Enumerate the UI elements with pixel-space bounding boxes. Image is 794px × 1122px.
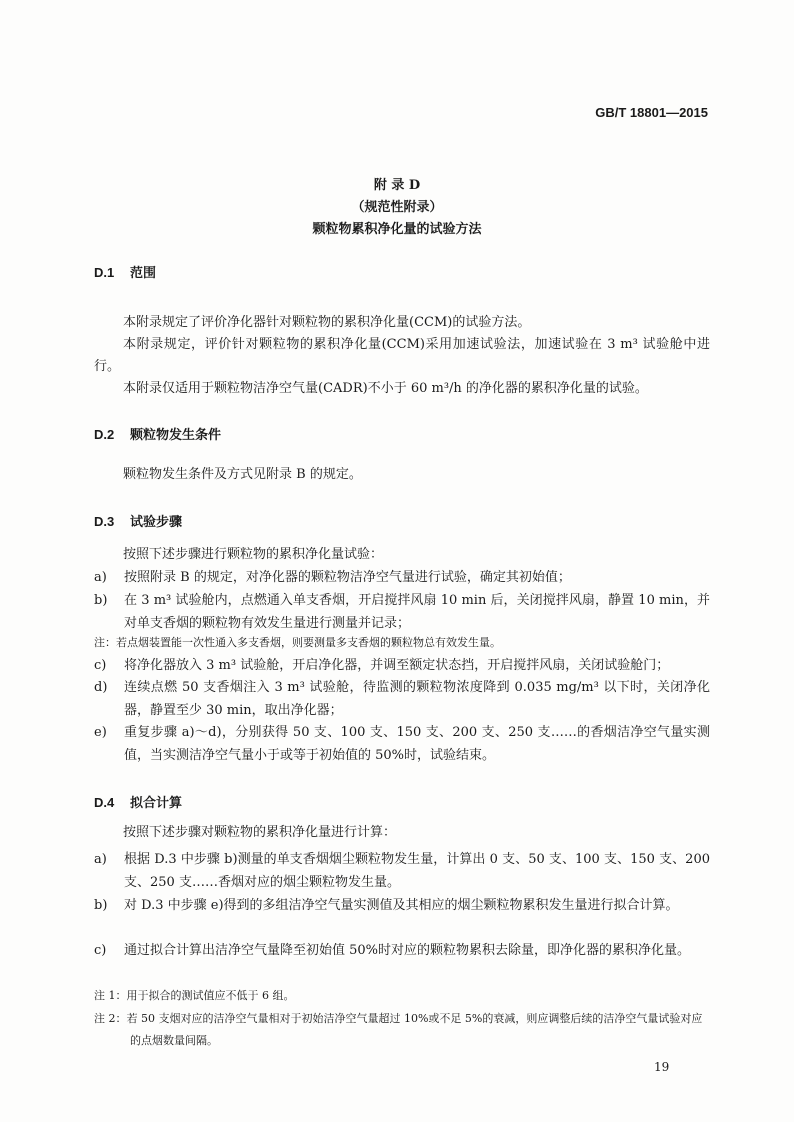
section-heading-d3 bbox=[94, 511, 182, 530]
note: 注：若点烟装置能一次性通入多支香烟，则要测量多支香烟的颗粒物总有效发生量。 bbox=[94, 636, 501, 649]
list-text: 根据 D.3 中步骤 b)测量的单支香烟烟尘颗粒物发生量，计算出 0 支、50 支、100 支、150 支、200 支、250 支……香烟对应的烟尘颗粒物发生量。 bbox=[124, 852, 710, 890]
list-item bbox=[94, 590, 710, 635]
list-item bbox=[94, 940, 710, 963]
list-label: b) bbox=[94, 593, 108, 608]
list-label: e) bbox=[94, 725, 107, 740]
list-text: 将净化器放入 3 m³ 试验舱，开启净化器，并调至额定状态挡，开启搅拌风扇，关闭试验舱门； bbox=[124, 658, 670, 673]
paragraph: 按照下述步骤对颗粒物的累积净化量进行计算： bbox=[123, 825, 397, 840]
note-1: 注 1：用于拟合的测试值应不低于 6 组。 bbox=[94, 989, 295, 1002]
section-title: 试验步骤 bbox=[130, 515, 183, 530]
section-heading-d4 bbox=[94, 792, 182, 811]
note-2: 注 2：若 50 支烟对应的洁净空气量相对于初始洁净空气量超过 10%或不足 5%的衰减，则应调整后续的洁净空气量试验对应的点烟数量间隔。 bbox=[94, 1012, 703, 1047]
section-title: 颗粒物发生条件 bbox=[130, 428, 222, 443]
appendix-type: （规范性附录） bbox=[351, 200, 443, 215]
list-text: 按照附录 B 的规定，对净化器的颗粒物洁净空气量进行试验，确定其初始值； bbox=[124, 570, 571, 585]
section-number: D.3 bbox=[94, 514, 115, 529]
section-title: 范围 bbox=[130, 266, 157, 281]
list-item bbox=[94, 567, 710, 590]
list-label: a) bbox=[94, 570, 107, 585]
list-label: d) bbox=[94, 680, 108, 695]
section-number: D.4 bbox=[94, 795, 115, 810]
list-text: 连续点燃 50 支香烟注入 3 m³ 试验舱，待监测的颗粒物浓度降到 0.035 mg/m³ 以下时，关闭净化器，静置至少 30 min，取出净化器； bbox=[124, 680, 710, 718]
list-item bbox=[94, 677, 710, 722]
page-number: 19 bbox=[654, 1060, 670, 1074]
paragraph: 按照下述步骤进行颗粒物的累积净化量试验： bbox=[123, 547, 384, 562]
standard-number: GB/T 18801—2015 bbox=[595, 105, 708, 120]
list-item bbox=[94, 722, 710, 767]
list-label: b) bbox=[94, 898, 108, 913]
section-number: D.2 bbox=[94, 427, 115, 442]
paragraph: 本附录规定了评价净化器针对颗粒物的累积净化量(CCM)的试验方法。 bbox=[123, 315, 531, 330]
section-title: 拟合计算 bbox=[130, 796, 183, 811]
list-item bbox=[94, 655, 710, 678]
list-label: c) bbox=[94, 943, 107, 958]
list-item bbox=[94, 895, 710, 918]
list-label: a) bbox=[94, 852, 107, 867]
paragraph: 本附录规定，评价针对颗粒物的累积净化量(CCM)采用加速试验法，加速试验在 3 m³ 试验舱中进行。 bbox=[94, 337, 710, 374]
list-label: c) bbox=[94, 658, 107, 673]
section-number: D.1 bbox=[94, 265, 115, 280]
appendix-title: 颗粒物累积净化量的试验方法 bbox=[312, 222, 482, 237]
list-text: 通过拟合计算出洁净空气量降至初始值 50%时对应的颗粒物累积去除量，即净化器的累积净化量。 bbox=[124, 943, 691, 958]
section-heading-d1 bbox=[94, 262, 156, 281]
paragraph: 颗粒物发生条件及方式见附录 B 的规定。 bbox=[123, 467, 362, 482]
list-text: 重复步骤 a)～d)，分别获得 50 支、100 支、150 支、200 支、250 支……的香烟洁净空气量实测值，当实测洁净空气量小于或等于初始值的 50%时，试验结束。 bbox=[124, 725, 710, 763]
section-heading-d2 bbox=[94, 424, 221, 443]
paragraph: 本附录仅适用于颗粒物洁净空气量(CADR)不小于 60 m³/h 的净化器的累积净化量的试验。 bbox=[123, 381, 648, 396]
list-text: 对 D.3 中步骤 e)得到的多组洁净空气量实测值及其相应的烟尘颗粒物累积发生量进行拟合计算。 bbox=[124, 898, 679, 913]
list-item bbox=[94, 849, 710, 894]
appendix-label: 附 录 D bbox=[373, 178, 421, 193]
list-text: 在 3 m³ 试验舱内，点燃通入单支香烟，开启搅拌风扇 10 min 后，关闭搅拌风扇，静置 10 min，并对单支香烟的颗粒物有效发生量进行测量并记录； bbox=[124, 593, 710, 631]
